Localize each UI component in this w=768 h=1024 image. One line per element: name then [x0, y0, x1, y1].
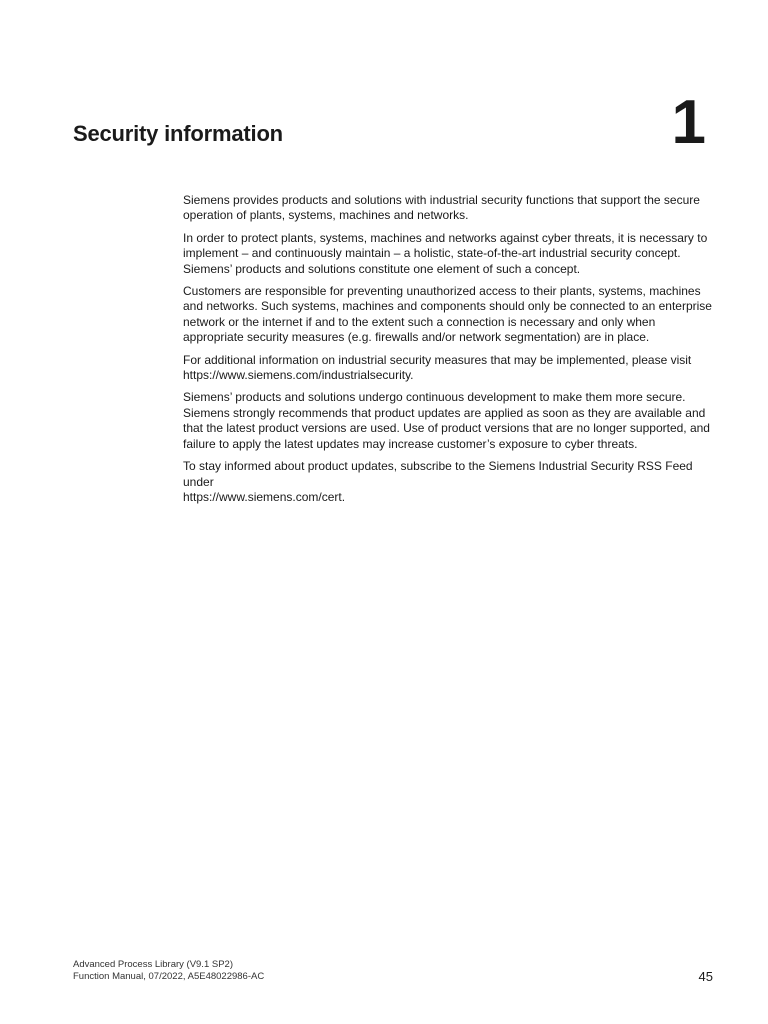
paragraph: [183, 459, 715, 505]
chapter-title: Security information: [73, 121, 283, 146]
body-text: [183, 193, 715, 512]
chapter-number: 1: [671, 88, 706, 157]
industrial-security-link[interactable]: https://www.siemens.com/industrialsecurity.: [183, 368, 414, 383]
paragraph: Customers are responsible for preventing unauthorized access to their plants, systems, machines and networks. Such systems, machines and components should only be connected to an enterprise network or the internet if and to the extent such a connection is necessary and only when appropriate security measures (e.g. firewalls and/or network segmentation) are in place.: [183, 284, 712, 345]
footer-document-title: Advanced Process Library (V9.1 SP2): [73, 959, 233, 970]
paragraph-text: To stay informed about product updates, subscribe to the Siemens Industrial Security RSS Feed under: [183, 459, 693, 489]
paragraph: In order to protect plants, systems, machines and networks against cyber threats, it is necessary to implement – and continuously maintain – a holistic, state-of-the-art industrial security concept. Siemens’ products and solutions constitute one element of such a concept.: [183, 230, 708, 276]
footer-document-info: Function Manual, 07/2022, A5E48022986-AC: [73, 971, 265, 982]
paragraph: Siemens’ products and solutions undergo continuous development to make them more secure. Siemens strongly recommends that product updates are applied as soon as they are available and that the latest product versions are used. Use of product versions that are no longer supported, and failure to apply the latest updates may increase customer’s exposure to cyber threats.: [183, 390, 710, 451]
paragraph-text: For additional information on industrial security measures that may be implemented, please visit: [183, 352, 692, 367]
cert-link[interactable]: https://www.siemens.com/cert.: [183, 489, 346, 504]
page-number: 45: [698, 969, 713, 984]
paragraph: [183, 353, 715, 384]
paragraph: Siemens provides products and solutions with industrial security functions that support the secure operation of plants, systems, machines and networks.: [183, 193, 700, 223]
footer: [73, 959, 264, 983]
